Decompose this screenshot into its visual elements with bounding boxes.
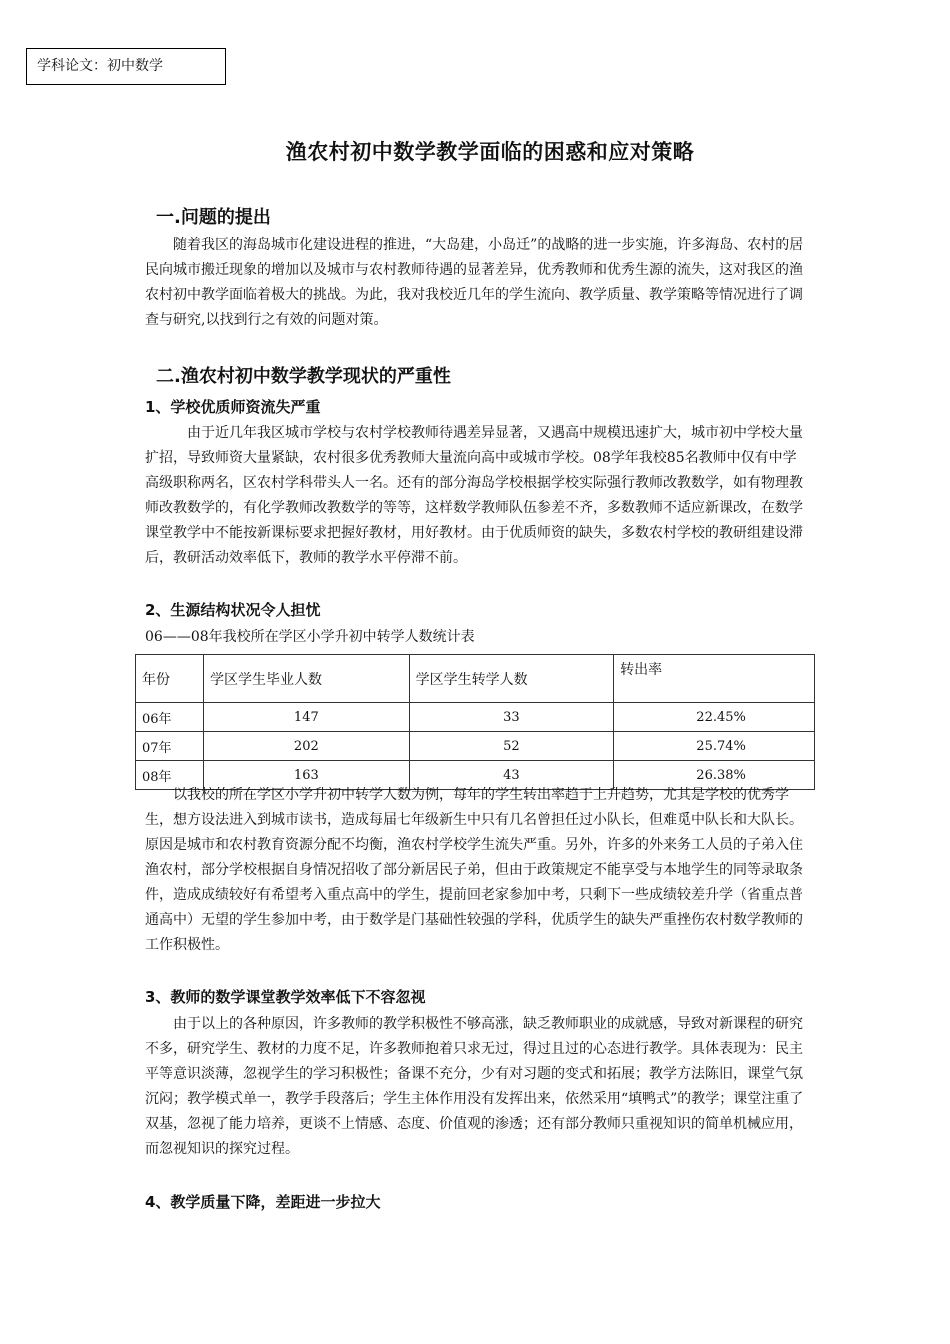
subsection-heading-3: 3、教师的数学课堂教学效率低下不容忽视 bbox=[145, 988, 426, 1006]
subsection-3-paragraph: 由于以上的各种原因，许多教师的教学积极性不够高涨，缺乏教师职业的成就感，导致对新课程的研究不多，研究学生、教材的力度不足，许多教师抱着只求无过，得过且过的心态进行教学。具体表现为：民主平等意识淡薄，忽视学生的学习积极性；备课不充分，少有对习题的变式和拓展；教学方法陈旧，课堂气氛沉闷；教学模式单一，教学手段落后；学生主体作用没有发挥出来，依然采用“填鸭式”的教学；课堂注重了双基，忽视了能力培养，更谈不上情感、态度、价值观的渗透；还有部分教师只重视知识的简单机械应用，而忽视知识的探究过程。 bbox=[145, 1016, 804, 1157]
subsection-heading-2: 2、生源结构状况令人担忧 bbox=[145, 601, 321, 619]
cell-year: 07年 bbox=[136, 732, 204, 761]
subject-tag-text: 学科论文：初中数学 bbox=[37, 58, 163, 74]
header-transfer-rate: 转出率 bbox=[614, 655, 815, 703]
header-year: 年份 bbox=[136, 655, 204, 703]
transfer-statistics-table bbox=[135, 654, 815, 790]
cell-transfers: 43 bbox=[409, 761, 614, 790]
cell-graduates: 147 bbox=[204, 703, 410, 732]
table-header-row bbox=[136, 655, 815, 703]
cell-graduates: 163 bbox=[204, 761, 410, 790]
section-heading-2: 二.渔农村初中数学教学现状的严重性 bbox=[156, 366, 451, 387]
subject-tag-box bbox=[26, 48, 226, 85]
header-graduates: 学区学生毕业人数 bbox=[204, 655, 410, 703]
subsection-heading-4: 4、教学质量下降，差距进一步拉大 bbox=[145, 1193, 381, 1211]
cell-year: 06年 bbox=[136, 703, 204, 732]
cell-year: 08年 bbox=[136, 761, 204, 790]
cell-rate: 25.74% bbox=[614, 732, 815, 761]
table-row bbox=[136, 732, 815, 761]
subsection-2-paragraph: 以我校的所在学区小学升初中转学人数为例，每年的学生转出率趋于上升趋势，尤其是学校的优秀学生，想方设法进入到城市读书，造成每届七年级新生中只有几名曾担任过小队长，但难觅中队长和大队长。原因是城市和农村教育资源分配不均衡，渔农村学校学生流失严重。另外，许多的外来务工人员的子弟入住渔农村，部分学校根据自身情况招收了部分新居民子弟，但由于政策规定不能享受与本地学生的同等录取条件，造成成绩较好有希望考入重点高中的学生，提前回老家参加中考，只剩下一些成绩较差升学（省重点普通高中）无望的学生参加中考，由于数学是门基础性较强的学科，优质学生的缺失严重挫伤农村数学教师的工作积极性。 bbox=[145, 787, 803, 953]
subsection-heading-1: 1、学校优质师资流失严重 bbox=[145, 398, 321, 416]
header-transfers: 学区学生转学人数 bbox=[409, 655, 614, 703]
table-caption: 06——08年我校所在学区小学升初中转学人数统计表 bbox=[145, 629, 475, 645]
cell-rate: 26.38% bbox=[614, 761, 815, 790]
section-heading-1: 一.问题的提出 bbox=[156, 207, 271, 228]
document-title: 渔农村初中数学教学面临的困惑和应对策略 bbox=[285, 140, 695, 164]
subsection-1-paragraph: 由于近几年我区城市学校与农村学校教师待遇差异显著，又遇高中规模迅速扩大，城市初中学校大量扩招，导致师资大量紧缺，农村很多优秀教师大量流向高中或城市学校。08学年我校85名教师中仅有中学高级职称两名，区农村学科带头人一名。还有的部分海岛学校根据学校实际强行教师改教数学，如有物理教师改教数学的，有化学教师改教数学的等等，这样数学教师队伍参差不齐，多数教师不适应新课改，在数学课堂教学中不能按新课标要求把握好教材，用好教材。由于优质师资的缺失，多数农村学校的教研组建设滞后，教研活动效率低下，教师的教学水平停滞不前。 bbox=[145, 425, 803, 566]
cell-transfers: 33 bbox=[409, 703, 614, 732]
cell-graduates: 202 bbox=[204, 732, 410, 761]
section-1-paragraph: 随着我区的海岛城市化建设进程的推进，“大岛建，小岛迁”的战略的进一步实施，许多海岛、农村的居民向城市搬迁现象的增加以及城市与农村教师待遇的显著差异，优秀教师和优秀生源的流失，这对我区的渔农村初中教学面临着极大的挑战。为此，我对我校近几年的学生流向、教学质量、教学策略等情况进行了调查与研究,以找到行之有效的问题对策。 bbox=[145, 237, 804, 328]
cell-rate: 22.45% bbox=[614, 703, 815, 732]
cell-transfers: 52 bbox=[409, 732, 614, 761]
table-row bbox=[136, 703, 815, 732]
